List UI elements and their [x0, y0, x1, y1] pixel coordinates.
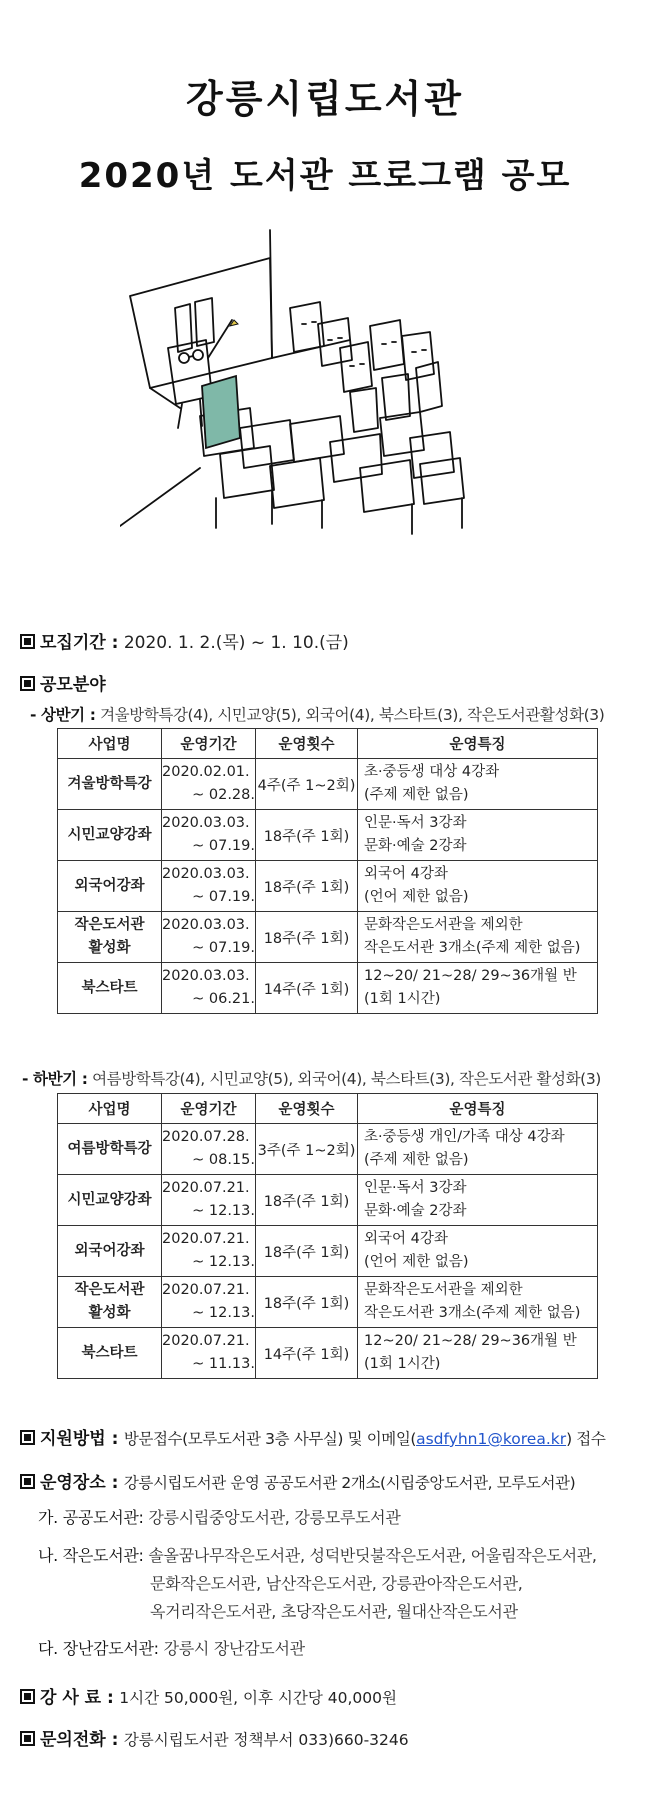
program-period: 2020.03.03. ~ 07.19.: [162, 912, 256, 963]
program-name: 겨울방학특강: [58, 759, 162, 810]
square-bullet-icon: [20, 676, 35, 691]
header-count: 운영횟수: [256, 729, 358, 759]
lecture-fee: [20, 1683, 397, 1708]
first-half-summary-text: 겨울방학특강(4), 시민교양(5), 외국어(4), 북스타트(3), 작은도서관활성화(3): [100, 706, 605, 724]
program-name: 북스타트: [58, 1328, 162, 1379]
program-name: 작은도서관 활성화: [58, 912, 162, 963]
apply-label: 지원방법 :: [40, 1429, 119, 1449]
program-name: 여름방학특강: [58, 1124, 162, 1175]
table-row: [58, 963, 598, 1014]
table-row: [58, 759, 598, 810]
table-row: [58, 1124, 598, 1175]
poster-title-library: 강릉시립도서관: [186, 77, 464, 121]
program-count: 14주(주 1회): [256, 963, 358, 1014]
contact-value: 강릉시립도서관 정책부서 033)660-3246: [123, 1731, 409, 1749]
program-feature: 문화작은도서관을 제외한 작은도서관 3개소(주제 제한 없음): [358, 1277, 598, 1328]
recruit-period: [20, 628, 349, 653]
program-name: 작은도서관 활성화: [58, 1277, 162, 1328]
header-period: 운영기간: [162, 1094, 256, 1124]
program-name: 북스타트: [58, 963, 162, 1014]
venue-value: 강릉시립도서관 운영 공공도서관 2개소(시립중앙도서관, 모루도서관): [123, 1474, 576, 1492]
venue-small-line3: 옥거리작은도서관, 초당작은도서관, 월대산작은도서관: [150, 1602, 518, 1621]
table-header-row: [58, 1094, 598, 1124]
program-feature: 문화작은도서관을 제외한 작은도서관 3개소(주제 제한 없음): [358, 912, 598, 963]
first-half-summary: [30, 703, 604, 725]
table-row: [58, 1226, 598, 1277]
program-count: 14주(주 1회): [256, 1328, 358, 1379]
program-feature: 12~20/ 21~28/ 29~36개월 반 (1회 1시간): [358, 963, 598, 1014]
header-feature: 운영특징: [358, 729, 598, 759]
first-half-table: [57, 728, 598, 1014]
table-row: [58, 1328, 598, 1379]
apply-text-end: ) 접수: [566, 1430, 606, 1448]
program-period: 2020.07.21. ~ 12.13.: [162, 1175, 256, 1226]
field-heading: [20, 670, 106, 695]
fee-value: 1시간 50,000원, 이후 시간당 40,000원: [119, 1689, 397, 1707]
program-period: 2020.02.01. ~ 02.28.: [162, 759, 256, 810]
program-period: 2020.07.21. ~ 12.13.: [162, 1277, 256, 1328]
square-bullet-icon: [20, 1430, 35, 1445]
program-feature: 인문·독서 3강좌 문화·예술 2강좌: [358, 810, 598, 861]
square-bullet-icon: [20, 1731, 35, 1746]
venue-label: 운영장소 :: [40, 1473, 119, 1493]
second-half-summary: [22, 1067, 601, 1089]
program-period: 2020.03.03. ~ 07.19.: [162, 861, 256, 912]
poster-title-program: 2020년 도서관 프로그램 공모: [78, 156, 572, 196]
program-count: 4주(주 1~2회): [256, 759, 358, 810]
program-feature: 외국어 4강좌 (언어 제한 없음): [358, 861, 598, 912]
table-row: [58, 1277, 598, 1328]
apply-method: [20, 1424, 605, 1449]
program-count: 18주(주 1회): [256, 1175, 358, 1226]
field-label: 공모분야: [40, 675, 106, 695]
fee-label: 강 사 료 :: [40, 1688, 114, 1708]
program-name: 외국어강좌: [58, 861, 162, 912]
recruit-label: 모집기간 :: [40, 633, 119, 653]
program-count: 18주(주 1회): [256, 912, 358, 963]
table-row: [58, 861, 598, 912]
header-feature: 운영특징: [358, 1094, 598, 1124]
contact-label: 문의전화 :: [40, 1730, 119, 1750]
program-period: 2020.03.03. ~ 06.21.: [162, 963, 256, 1014]
recruit-value: 2020. 1. 2.(목) ~ 1. 10.(금): [123, 633, 349, 653]
table-header-row: [58, 729, 598, 759]
table-row: [58, 1175, 598, 1226]
apply-email-link[interactable]: asdfyhn1@korea.kr: [416, 1430, 567, 1448]
program-period: 2020.07.21. ~ 12.13.: [162, 1226, 256, 1277]
table-row: [58, 912, 598, 963]
second-half-label: - 하반기 :: [22, 1070, 88, 1088]
contact: [20, 1725, 409, 1750]
header-name: 사업명: [58, 1094, 162, 1124]
header-name: 사업명: [58, 729, 162, 759]
square-bullet-icon: [20, 634, 35, 649]
program-period: 2020.07.28. ~ 08.15.: [162, 1124, 256, 1175]
first-half-label: - 상반기 :: [30, 706, 96, 724]
program-feature: 외국어 4강좌 (언어 제한 없음): [358, 1226, 598, 1277]
classroom-illustration: [120, 228, 540, 568]
program-name: 시민교양강좌: [58, 810, 162, 861]
venue: [20, 1468, 575, 1493]
program-feature: 초·중등생 대상 4강좌 (주제 제한 없음): [358, 759, 598, 810]
square-bullet-icon: [20, 1474, 35, 1489]
venue-public: 가. 공공도서관: 강릉시립중앙도서관, 강릉모루도서관: [38, 1508, 401, 1527]
program-feature: 인문·독서 3강좌 문화·예술 2강좌: [358, 1175, 598, 1226]
header-count: 운영횟수: [256, 1094, 358, 1124]
program-name: 시민교양강좌: [58, 1175, 162, 1226]
program-period: 2020.07.21. ~ 11.13.: [162, 1328, 256, 1379]
venue-toy: 다. 장난감도서관: 강릉시 장난감도서관: [38, 1639, 305, 1658]
program-feature: 초·중등생 개인/가족 대상 4강좌 (주제 제한 없음): [358, 1124, 598, 1175]
program-count: 18주(주 1회): [256, 810, 358, 861]
venue-small-line2: 문화작은도서관, 남산작은도서관, 강릉관아작은도서관,: [150, 1574, 523, 1593]
venue-small: 나. 작은도서관: 솔올꿈나무작은도서관, 성덕반딧불작은도서관, 어울림작은도서관,: [38, 1546, 597, 1565]
program-period: 2020.03.03. ~ 07.19.: [162, 810, 256, 861]
program-count: 18주(주 1회): [256, 1277, 358, 1328]
header-period: 운영기간: [162, 729, 256, 759]
second-half-summary-text: 여름방학특강(4), 시민교양(5), 외국어(4), 북스타트(3), 작은도서관 활성화(3): [92, 1070, 601, 1088]
second-half-table: [57, 1093, 598, 1379]
square-bullet-icon: [20, 1689, 35, 1704]
apply-text: 방문접수(모루도서관 3층 사무실) 및 이메일(: [123, 1430, 417, 1448]
program-name: 외국어강좌: [58, 1226, 162, 1277]
program-feature: 12~20/ 21~28/ 29~36개월 반 (1회 1시간): [358, 1328, 598, 1379]
program-count: 18주(주 1회): [256, 1226, 358, 1277]
table-row: [58, 810, 598, 861]
program-count: 3주(주 1~2회): [256, 1124, 358, 1175]
program-count: 18주(주 1회): [256, 861, 358, 912]
